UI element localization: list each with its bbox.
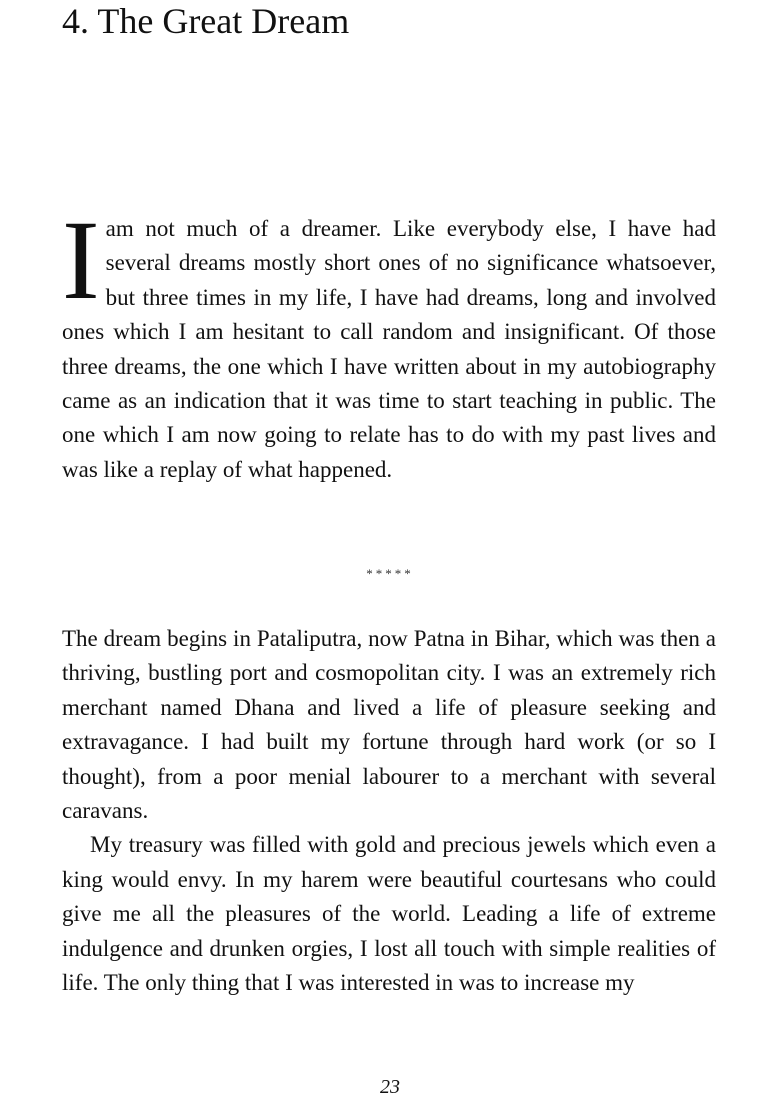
body-text: [62, 622, 716, 1000]
intro-text: am not much of a dreamer. Like everybody else, I have had several dreams mostly short ones of no significance whatsoever, but three times in my life, I have had dreams, long and involved ones which I am hesitant to call random and insignificant. Of those three dreams, the one which I have written about in my autobiography came as an indication that it was time to start teaching in public. The one which I am now going to relate has to do with my past lives and was like a replay of what happened.: [62, 216, 716, 482]
intro-paragraph: [62, 198, 716, 487]
chapter-title: 4. The Great Dream: [62, 1, 350, 41]
paragraph: The dream begins in Pataliputra, now Patna in Bihar, which was then a thriving, bustling port and cosmopolitan city. I was an extremely rich merchant named Dhana and lived a life of pleasure seeking and extravagance. I had built my fortune through hard work (or so I thought), from a poor menial labourer to a merchant with several caravans.: [62, 626, 716, 824]
page-number: 23: [380, 1076, 400, 1098]
drop-cap: I: [62, 198, 100, 323]
paragraph: My treasury was filled with gold and precious jewels which even a king would envy. In my harem were beautiful courtesans who could give me all the pleasures of the world. Leading a life of extreme indulgence and drunken orgies, I lost all touch with simple realities of life. The only thing that I was interested in was to increase my: [62, 832, 716, 996]
section-separator: *****: [366, 566, 414, 581]
